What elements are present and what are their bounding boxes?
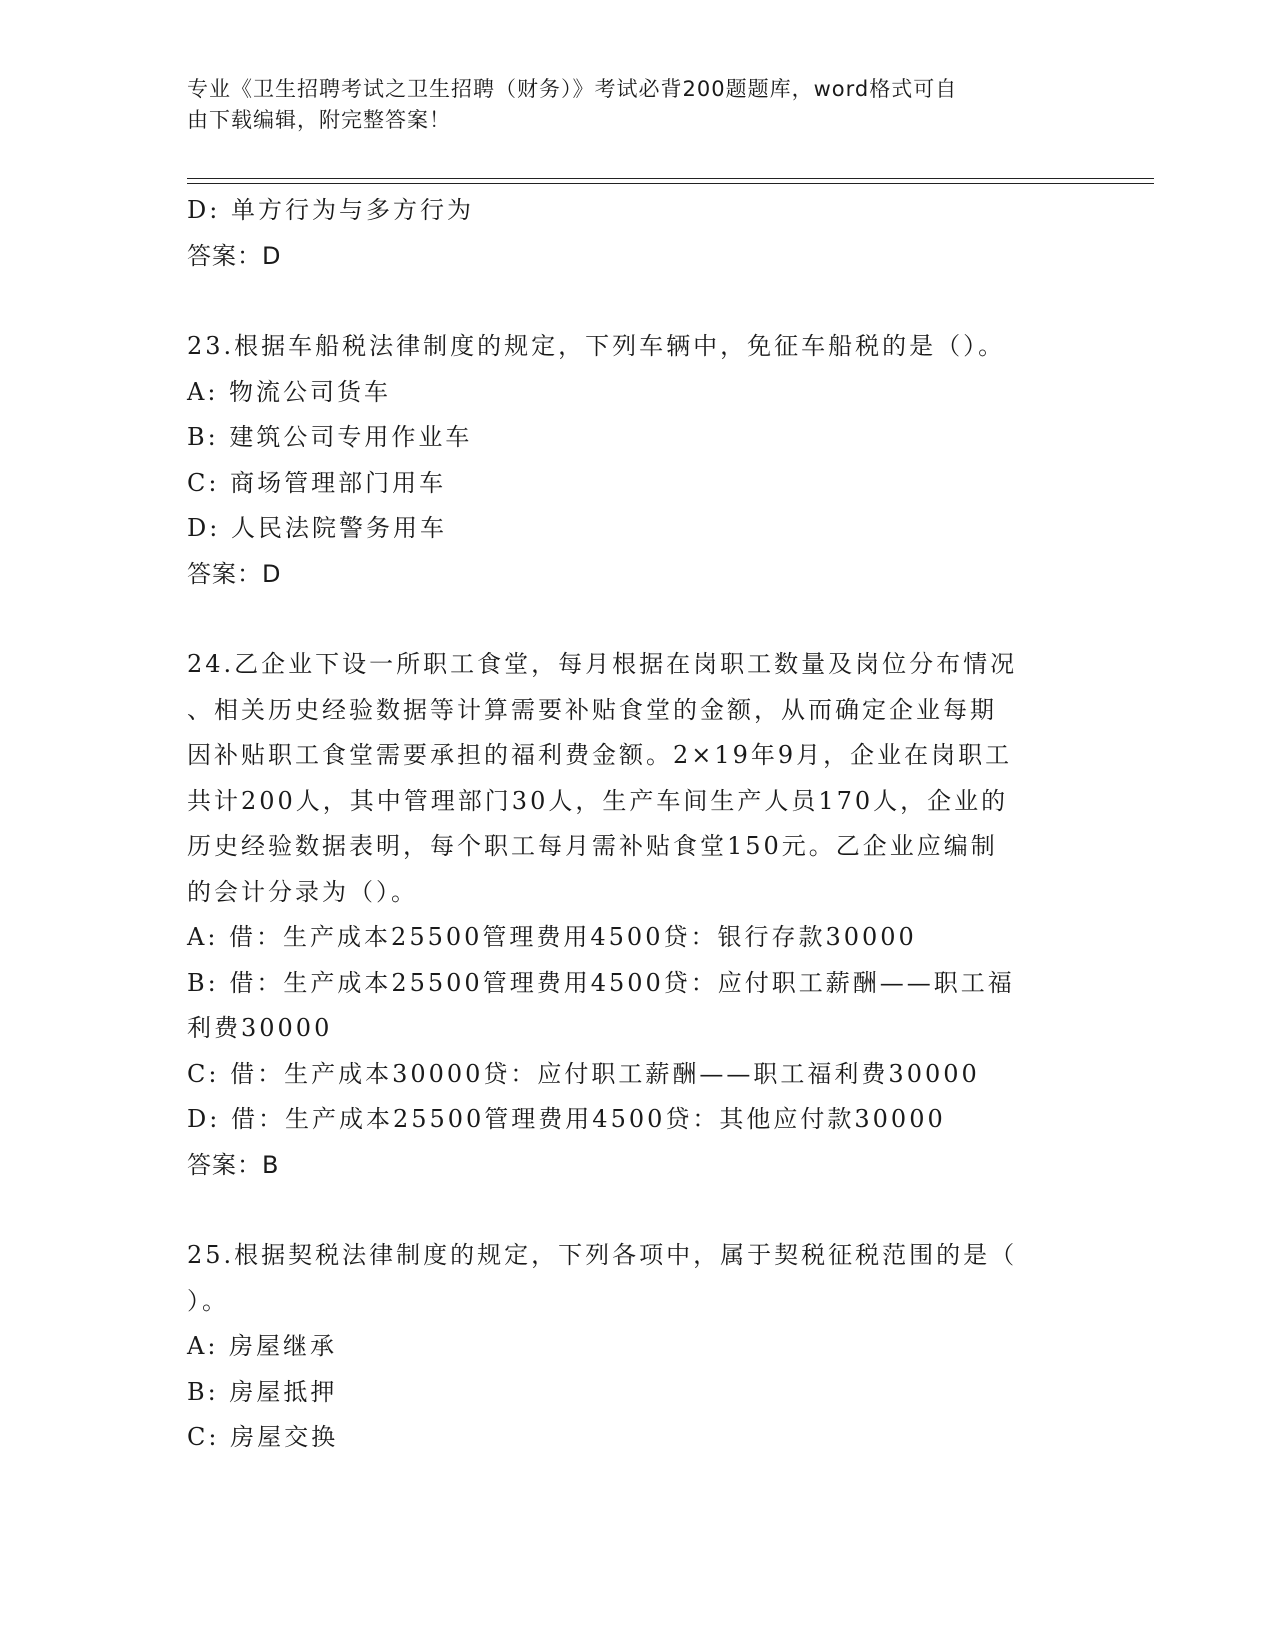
option-c: C: 房屋交换 [187, 1423, 339, 1451]
question-24 [187, 642, 1087, 1188]
question-25 [187, 1233, 1087, 1461]
header-divider-top [187, 178, 1154, 179]
option-b: B: 房屋抵押 [187, 1377, 338, 1406]
question-22-tail [187, 188, 1087, 279]
spacer [187, 1188, 1087, 1233]
option-c: C: 商场管理部门用车 [187, 468, 447, 497]
option-b: B: 建筑公司专用作业车 [187, 423, 473, 451]
option-a: A: 借：生产成本25500管理费用4500贷：银行存款30000 [187, 923, 917, 951]
question-stem: 23.根据车船税法律制度的规定，下列车辆中，免征车船税的是（）。 [187, 332, 1006, 360]
spacer [187, 597, 1087, 642]
answer-line: 答案：D [187, 559, 282, 588]
option-b-continued: 利费30000 [187, 1014, 333, 1042]
answer-line: 答案：B [187, 1150, 280, 1179]
answer-line: 答案：D [187, 241, 282, 270]
option-a: A: 物流公司货车 [187, 377, 392, 406]
option-b: B: 借：生产成本25500管理费用4500贷：应付职工薪酬——职工福 [187, 968, 1015, 997]
question-stem-line: 因补贴职工食堂需要承担的福利费金额。2×19年9月，企业在岗职工 [187, 741, 1013, 769]
option-d: D: 借：生产成本25500管理费用4500贷：其他应付款30000 [187, 1105, 946, 1133]
option-c: C: 借：生产成本30000贷：应付职工薪酬——职工福利费30000 [187, 1059, 980, 1088]
question-stem-line: 24.乙企业下设一所职工食堂，每月根据在岗职工数量及岗位分布情况 [187, 650, 1018, 678]
question-stem-line: 共计200人，其中管理部门30人，生产车间生产人员170人，企业的 [187, 786, 1009, 815]
header-line-1: 专业《卫生招聘考试之卫生招聘（财务）》考试必背200题题库，word格式可自 [187, 77, 958, 101]
question-stem-line: ）。 [187, 1286, 229, 1315]
header-divider-bottom [187, 183, 1154, 184]
question-stem-line: 历史经验数据表明，每个职工每月需补贴食堂150元。乙企业应编制 [187, 832, 998, 860]
question-stem-line: 的会计分录为（）。 [187, 877, 418, 906]
option-d: D: 人民法院警务用车 [187, 514, 447, 542]
option-d: D: 单方行为与多方行为 [187, 196, 474, 224]
spacer [187, 279, 1087, 324]
header-line-2: 由下载编辑，附完整答案！ [187, 108, 451, 132]
option-a: A: 房屋继承 [187, 1332, 338, 1360]
question-stem-line: 、相关历史经验数据等计算需要补贴食堂的金额，从而确定企业每期 [187, 695, 997, 724]
document-body [187, 188, 1087, 1461]
document-header [187, 74, 1067, 136]
question-stem-line: 25.根据契税法律制度的规定，下列各项中，属于契税征税范围的是（ [187, 1241, 1018, 1269]
question-23 [187, 324, 1087, 597]
